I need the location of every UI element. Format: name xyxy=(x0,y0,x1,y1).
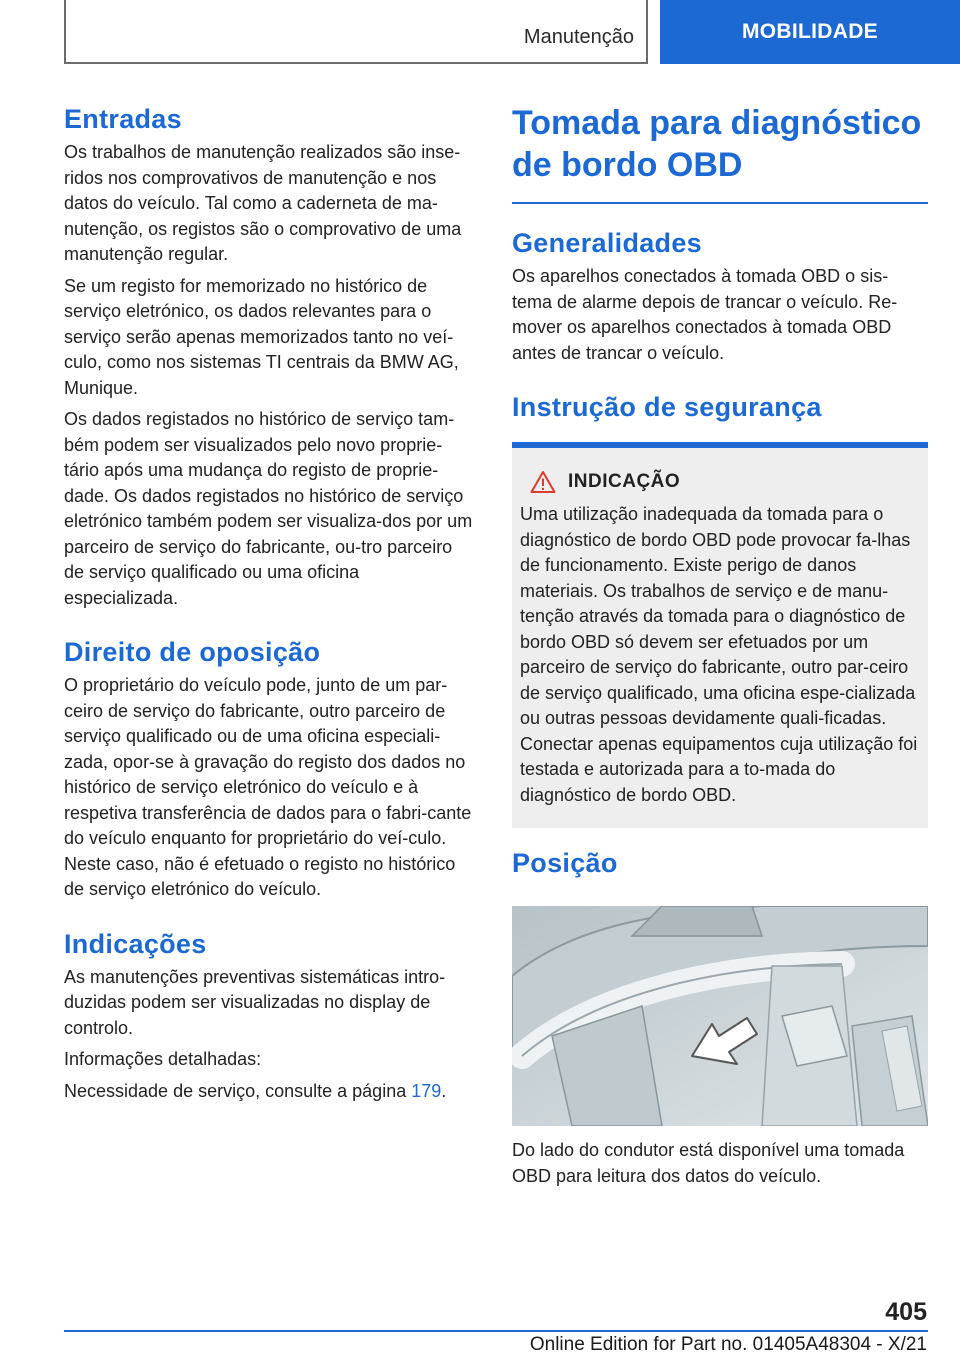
heading-direito-oposicao: Direito de oposição xyxy=(64,637,321,667)
title-rule xyxy=(512,202,928,204)
notice-box xyxy=(512,442,928,828)
paragraph: Os trabalhos de manutenção realizados são inse-ridos nos comprovativos de manutenção e nos datos do veículo. Tal como a caderneta de ma-nutenção, os registos são o comprovativo de uma manutenção regular. xyxy=(64,142,462,264)
right-column xyxy=(512,102,928,1195)
page-number: 405 xyxy=(885,1298,927,1326)
paragraph: Se um registo for memorizado no histórico de serviço eletrónico, os dados relevantes para o serviço serão apenas memorizados tanto no veí-culo, como nos sistemas TI centrais da BMW AG, Munique. xyxy=(64,275,459,398)
footer-rule xyxy=(64,1330,928,1332)
obd-position-illustration xyxy=(512,906,928,1126)
heading-generalidades: Generalidades xyxy=(512,228,702,258)
footer-edition: Online Edition for Part no. 01405A48304 - X/21 xyxy=(529,1334,927,1355)
paragraph: As manutenções preventivas sistemáticas intro-duzidas podem ser visualizadas no display de controlo. xyxy=(64,966,446,1038)
notice-text: Uma utilização inadequada da tomada para o diagnóstico de bordo OBD pode provocar fa-lhas de funcionamento. Existe perigo de danos materiais. Os trabalhos de serviço e de manu-tenção através da tomada para o diagnóstico de bordo OBD só devem ser efetuados por um parceiro de serviço do fabricante, outro par-ceiro de serviço qualificado, uma oficina espe-cializada ou outras pessoas devidamente quali-ficadas. Conectar apenas equipamentos cuja utilização foi testada e autorizada para a to-mada do diagnóstico de bordo OBD. xyxy=(520,504,918,805)
paragraph-with-link xyxy=(64,1079,476,1105)
heading-indicacoes: Indicações xyxy=(64,928,207,959)
reference-end: . xyxy=(441,1080,447,1101)
paragraph: O proprietário do veículo pode, junto de um par-ceiro de serviço do fabricante, outro parceiro de serviço qualificado ou de uma oficina especiali-zada, opor-se à gravação do registo dos dados no histórico de serviço eletrónico do veículo e à respetiva transferência de dados para o fabri-cante do veículo enquanto for proprietário do veí-culo. Neste caso, não é efetuado o registo no histórico de serviço eletrónico do veículo. xyxy=(64,675,472,899)
page-link[interactable]: 179 xyxy=(411,1080,442,1101)
heading-instrucao-seguranca: Instrução de segurança xyxy=(512,392,822,422)
page-title: Tomada para diagnóstico de bordo OBD xyxy=(512,104,922,184)
header-chapter-tab[interactable]: MOBILIDADE xyxy=(660,0,960,64)
heading-entradas: Entradas xyxy=(64,104,182,134)
notice-title: INDICAÇÃO xyxy=(568,471,681,492)
figure-caption: Do lado do condutor está disponível uma tomada OBD para leitura dos datos do veículo. xyxy=(512,1140,905,1186)
header-section-title: Manutenção xyxy=(523,26,634,48)
paragraph: Os dados registados no histórico de serviço tam-bém podem ser visualizados pelo novo proprie-tário após uma mudança do registo de proprie-dade. Os dados registados no histórico de serviço eletrónico também podem ser visualiza-dos por um parceiro de serviço do fabricante, ou-tro parceiro de serviço qualificado ou uma oficina especializada. xyxy=(64,409,473,608)
reference-text: Necessidade de serviço, consulte a página xyxy=(64,1080,412,1101)
paragraph: Informações detalhadas: xyxy=(64,1049,262,1069)
notice-header xyxy=(530,470,920,494)
heading-posicao: Posição xyxy=(512,848,618,878)
left-column xyxy=(64,102,476,1110)
warning-triangle-icon xyxy=(530,470,556,494)
paragraph: Os aparelhos conectados à tomada OBD o sis-tema de alarme depois de trancar o veículo. Re-mover os aparelhos conectados à tomada OBD antes de trancar o veículo. xyxy=(512,266,898,363)
